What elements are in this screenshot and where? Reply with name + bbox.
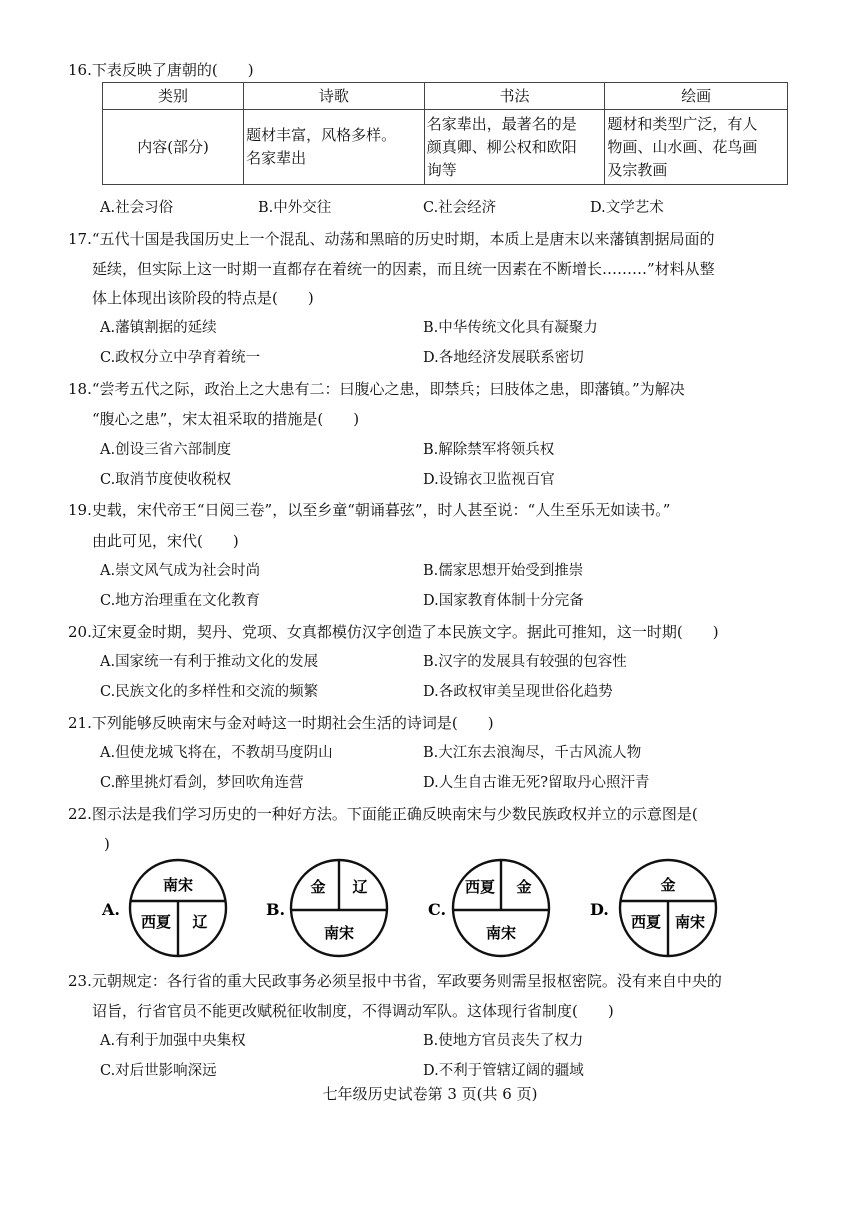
q22-line-1: 22.图示法是我们学习历史的一种好方法。下面能正确反映南宋与少数民族政权并立的示意图是( [68,805,698,823]
table-header-calligraphy: 书法 [424,83,605,110]
q17-option-a: A.藩镇割据的延续 [100,320,217,336]
q21-option-c: C.醉里挑灯看剑，梦回吹角连营 [100,775,304,791]
diagram-b-segment-right: 辽 [352,878,368,896]
cell-line: 题材丰富，风格多样。 [246,126,397,144]
q18-option-a: A.创设三省六部制度 [100,442,232,458]
cell-line: 名家辈出，最著名的是 [426,114,577,133]
q23-option-b: B.使地方官员丧失了权力 [423,1033,584,1049]
q19-line-2: 由此可见，宋代( ) [92,532,239,550]
q23-option-c: C.对后世影响深远 [100,1063,217,1079]
q18-line-2: “腹心之患”，宋太祖采取的措施是( ) [92,410,360,428]
diagram-b-segment-bottom: 南宋 [323,924,355,942]
q20-option-b: B.汉字的发展具有较强的包容性 [423,654,627,670]
q17-option-b: B.中华传统文化具有凝聚力 [423,320,598,336]
table-header-painting: 绘画 [605,83,788,110]
q23-option-a: A.有利于加强中央集权 [100,1033,246,1049]
q16-option-a: A.社会习俗 [100,200,174,216]
q21-option-b: B.大江东去浪淘尽，千古风流人物 [423,745,642,761]
q19-option-d: D.国家教育体制十分完备 [423,593,584,609]
cell-line: 询等 [426,160,457,179]
diagram-c-segment-right: 金 [516,878,532,896]
diagram-a-segment-top: 南宋 [162,876,194,894]
diagram-d [620,860,716,956]
diagram-d-segment-top: 金 [660,876,676,894]
q19-option-b: B.儒家思想开始受到推崇 [423,563,584,579]
diagram-a-segment-left: 西夏 [140,913,172,931]
table-cell-painting [605,110,788,185]
diagram-d-segment-right: 南宋 [674,913,706,931]
q22-line-2: ) [104,835,110,853]
diagram-b-segment-left: 金 [310,878,326,896]
q18-option-b: B.解除禁军将领兵权 [423,442,555,458]
q23-line-1: 23.元朝规定：各行省的重大民政事务必须呈报中书省，军政要务则需呈报枢密院。没有来自中央的 [68,972,722,990]
q20-option-d: D.各政权审美呈现世俗化趋势 [423,684,613,700]
diagram-b [291,860,387,956]
cell-line: 名家辈出 [246,149,307,167]
table-header-category: 类别 [103,83,244,110]
q17-line-3: 体上体现出该阶段的特点是( ) [92,289,314,307]
q21-option-d: D.人生自古谁无死?留取丹心照汗青 [423,775,650,791]
q20-option-a: A.国家统一有利于推动文化的发展 [100,654,319,670]
q17-option-c: C.政权分立中孕育着统一 [100,350,261,366]
q16-table [102,82,788,185]
q16-option-c: C.社会经济 [423,200,497,216]
q16-option-b: B.中外交往 [258,200,332,216]
q19-option-a: A.崇文风气成为社会时尚 [100,563,261,579]
q19-option-c: C.地方治理重在文化教育 [100,593,261,609]
cell-line: 颜真卿、柳公权和欧阳 [426,137,577,156]
q20-option-c: C.民族文化的多样性和交流的频繁 [100,684,319,700]
q22-diagrams [96,858,736,960]
q21-option-a: A.但使龙城飞将在，不教胡马度阴山 [100,745,333,761]
q23-option-d: D.不利于管辖辽阔的疆域 [423,1063,584,1079]
diagram-a-label: A. [102,900,120,919]
q16-stem: 16.下表反映了唐朝的( ) [68,61,254,79]
q18-option-d: D.设锦衣卫监视百官 [423,472,555,488]
diagram-b-label: B. [266,900,286,919]
table-row-label: 内容(部分) [103,110,244,185]
cell-line: 题材和类型广泛，有人 [607,114,758,133]
q17-line-2: 延续，但实际上这一时期一直都存在着统一的因素，而且统一因素在不断增长………”材料从整 [92,260,715,278]
cell-line: 及宗教画 [607,160,668,179]
q18-option-c: C.取消节度使收税权 [100,472,232,488]
q18-line-1: 18.“尝考五代之际，政治上之大患有二：曰腹心之患，即禁兵；曰肢体之患，即藩镇。”为解决 [68,380,685,398]
q19-line-1: 19.史载，宋代帝王“日阅三卷”，以至乡童“朝诵暮弦”，时人甚至说：“人生至乐无如读书。” [68,501,671,519]
diagram-c [453,860,549,956]
q17-option-d: D.各地经济发展联系密切 [423,350,584,366]
diagram-a-segment-right: 辽 [192,913,208,931]
page-footer: 七年级历史试卷第 3 页(共 6 页) [322,1085,538,1103]
q23-line-2: 诏旨，行省官员不能更改赋税征收制度，不得调动军队。这体现行省制度( ) [92,1002,614,1020]
q17-line-1: 17.“五代十国是我国历史上一个混乱、动荡和黑暗的历史时期，本质上是唐末以来藩镇割据局面的 [68,230,715,248]
q20-line-1: 20.辽宋夏金时期，契丹、党项、女真都模仿汉字创造了本民族文字。据此可推知，这一时期( ) [68,623,719,641]
q21-line-1: 21.下列能够反映南宋与金对峙这一时期社会生活的诗词是( ) [68,714,494,732]
diagram-c-segment-bottom: 南宋 [485,924,517,942]
q16-option-d: D.文学艺术 [590,200,664,216]
cell-line: 物画、山水画、花鸟画 [607,137,758,156]
table-header-poetry: 诗歌 [244,83,425,110]
diagram-a [130,860,226,956]
table-cell-poetry [244,110,425,185]
diagram-d-segment-left: 西夏 [630,913,662,931]
diagram-c-label: C. [428,900,447,919]
diagram-c-segment-left: 西夏 [464,878,496,896]
table-cell-calligraphy [424,110,605,185]
diagram-d-label: D. [590,900,609,919]
